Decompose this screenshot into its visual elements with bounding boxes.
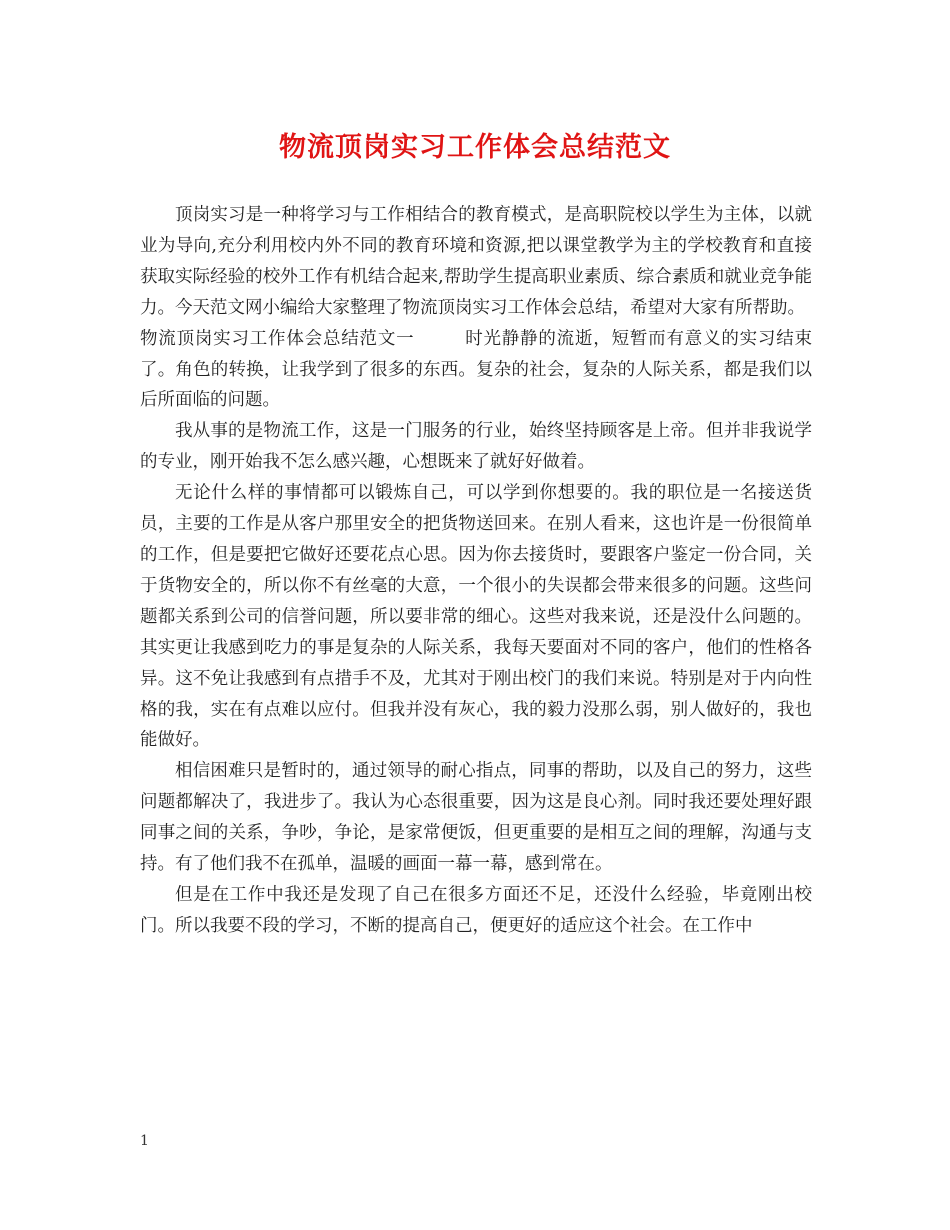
- body-paragraph: 相信困难只是暂时的，通过领导的耐心指点，同事的帮助，以及自己的努力，这些问题都解决了，我进步了。我认为心态很重要，因为这是良心剂。同时我还要处理好跟同事之间的关系，争吵，争论，是家常便饭，但更重要的是相互之间的理解，沟通与支持。有了他们我不在孤单，温暖的画面一幕一幕，感到常在。: [140, 761, 812, 875]
- document-body: [140, 200, 812, 942]
- intro-paragraph: 顶岗实习是一种将学习与工作相结合的教育模式，是高职院校以学生为主体，以就业为导向,充分利用校内外不同的教育环境和资源,把以课堂教学为主的学校教育和直接获取实际经验的校外工作有机结合起来,帮助学生提高职业素质、综合素质和就业竞争能力。今天范文网小编给大家整理了物流顶岗实习工作体会总结，希望对大家有所帮助。: [140, 205, 812, 318]
- body-paragraph: 我从事的是物流工作，这是一门服务的行业，始终坚持顾客是上帝。但并非我说学的专业，刚开始我不怎么感兴趣，心想既来了就好好做着。: [140, 421, 812, 473]
- section-first-paragraph: [140, 324, 812, 417]
- section-heading: 物流顶岗实习工作体会总结范文一: [140, 328, 415, 349]
- document-title: 物流顶岗实习工作体会总结范文: [279, 132, 671, 163]
- page-number: 1: [140, 1133, 149, 1149]
- body-paragraph: 但是在工作中我还是发现了自己在很多方面还不足，还没什么经验，毕竟刚出校门。所以我要不段的学习，不断的提高自己，便更好的适应这个社会。在工作中: [140, 884, 812, 936]
- section-first-text: 时光静静的流逝，短暂而有意义的实习结束了。角色的转换，让我学到了很多的东西。复杂的社会，复杂的人际关系，都是我们以后所面临的问题。: [140, 328, 813, 411]
- body-paragraph: 无论什么样的事情都可以锻炼自己，可以学到你想要的。我的职位是一名接送货员，主要的工作是从客户那里安全的把货物送回来。在别人看来，这也许是一份很简单的工作，但是要把它做好还要花点心思。因为你去接货时，要跟客户鉴定一份合同，关于货物安全的，所以你不有丝毫的大意，一个很小的失误都会带来很多的问题。这些问题都关系到公司的信誉问题，所以要非常的细心。这些对我来说，还是没什么问题的。其实更让我感到吃力的事是复杂的人际关系，我每天要面对不同的客户，他们的性格各异。这不免让我感到有点措手不及，尤其对于刚出校门的我们来说。特别是对于内向性格的我，实在有点难以应付。但我并没有灰心，我的毅力没那么弱，别人做好的，我也能做好。: [140, 483, 812, 751]
